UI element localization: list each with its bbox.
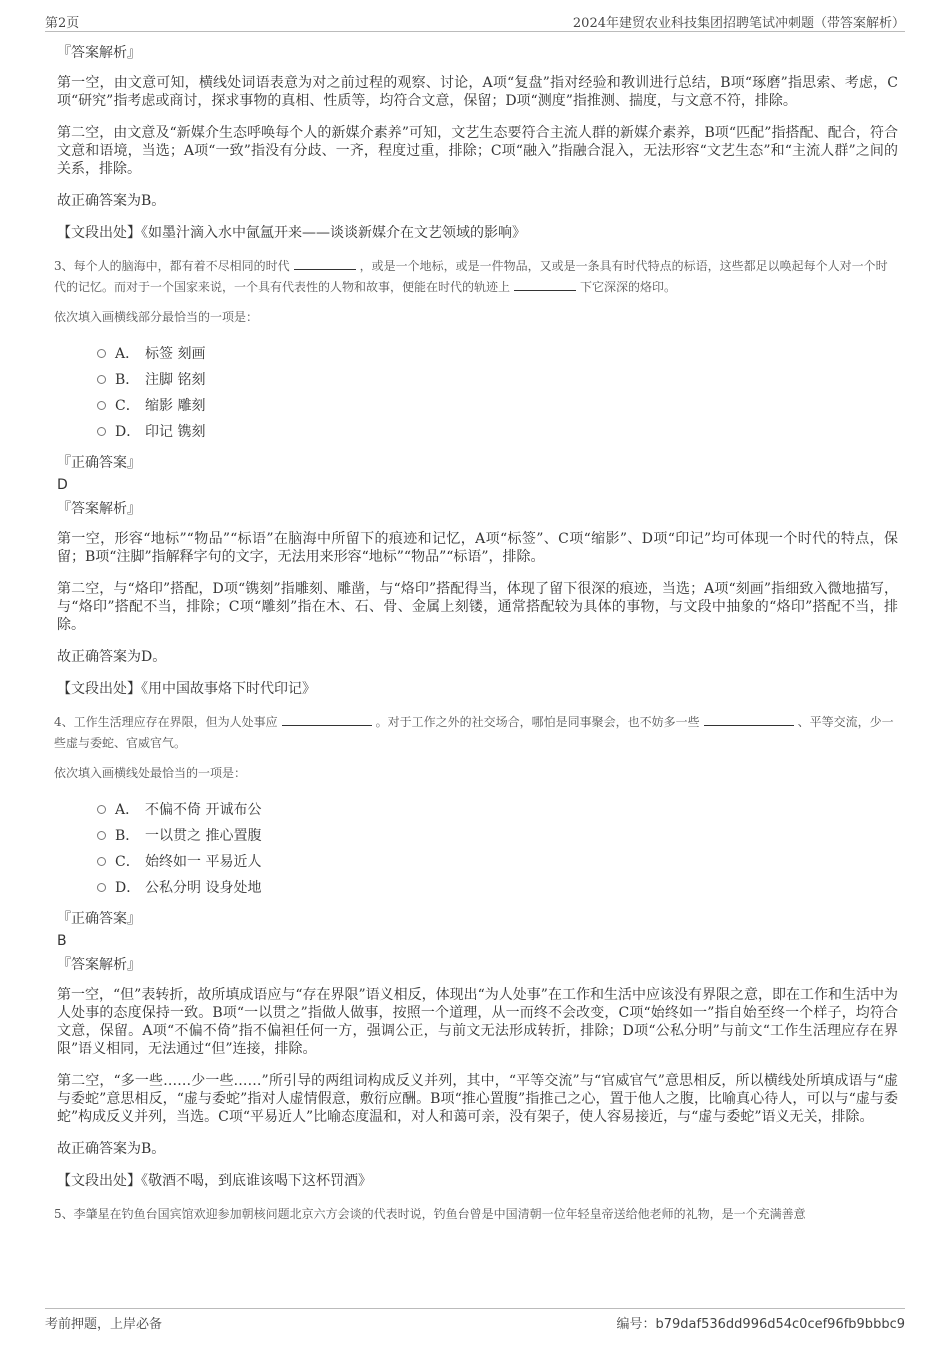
q3-option-a[interactable]: A． 标签 刻画 (97, 340, 898, 366)
page-content (54, 44, 898, 1235)
radio-icon[interactable] (97, 401, 106, 410)
footer-divider (45, 1308, 905, 1309)
q4-instruction: 依次填入画横线处最恰当的一项是： (54, 766, 247, 780)
radio-icon[interactable] (97, 805, 106, 814)
radio-icon[interactable] (97, 883, 106, 892)
q4-answer: B (57, 933, 67, 949)
radio-icon[interactable] (97, 427, 106, 436)
q3-conclusion: 故正确答案为D。 (57, 649, 167, 665)
q2-analysis-para-2: 第二空，由文意及“新媒介生态呼唤每个人的新媒介素养”可知，文艺生态要符合主流人群的新媒介素养，B项“匹配”指搭配、配合，符合文意和语境，当选；A项“一致”指没有分歧、一齐，程度过重，排除；C项“融入”指融合混入，无法形容“文艺生态”和“主流人群”之间的关系，排除。 (57, 125, 898, 177)
q3-option-b[interactable]: B． 注脚 铭刻 (97, 366, 898, 392)
document-title: 2024年建贸农业科技集团招聘笔试冲刺题（带答案解析） (572, 16, 905, 31)
q3-correct-label: 『正确答案』 (57, 455, 141, 471)
q4-option-b[interactable]: B． 一以贯之 推心置腹 (97, 822, 898, 848)
q2-source: 【文段出处】《如墨汁滴入水中氤氲开来——谈谈新媒介在文艺领域的影响》 (57, 225, 526, 241)
q3-analysis-para-1: 第一空，形容“地标”“物品”“标语”在脑海中所留下的痕迹和记忆，A项“标签”、C项“缩影”、D项“印记”均可体现一个时代的特点，保留；B项“注脚”指解释字句的文字，无法用来形容“地标”“物品”“标语”，排除。 (57, 531, 898, 565)
q3-source: 【文段出处】《用中国故事烙下时代印记》 (57, 681, 316, 697)
q3-option-c[interactable]: C． 缩影 雕刻 (97, 392, 898, 418)
q5-stem: 5、李肇星在钓鱼台国宾馆欢迎参加朝核问题北京六方会谈的代表时说，钓鱼台曾是中国清朝一位年轻皇帝送给他老师的礼物，是一个充满善意 (54, 1207, 806, 1221)
radio-icon[interactable] (97, 349, 106, 358)
q4-analysis-para-2: 第二空，“多一些……少一些……”所引导的两组词构成反义并列，其中，“平等交流”与“官威官气”意思相反，所以横线处所填成语与“虚与委蛇”意思相反，“虚与委蛇”指对人虚情假意，敷衍应酬。B项“推心置腹”指推己之心，置于他人之腹，比喻真心待人，可以与“虚与委蛇”构成反义并列，当选。C项“平易近人”比喻态度温和，对人和蔼可亲，没有架子，使人容易接近，与“虚与委蛇”语义无关，排除。 (57, 1073, 898, 1125)
q3-instruction: 依次填入画横线部分最恰当的一项是： (54, 310, 259, 324)
q4-options (97, 796, 898, 900)
q3-options (97, 340, 898, 444)
q4-blank-1 (282, 713, 372, 726)
page-number: 第2页 (45, 16, 80, 31)
radio-icon[interactable] (97, 831, 106, 840)
q2-analysis-para-1: 第一空，由文意可知，横线处词语表意为对之前过程的观察、讨论，A项“复盘”指对经验和教训进行总结，B项“琢磨”指思索、考虑，C项“研究”指考虑或商讨，探求事物的真相、性质等，均符合文意，保留；D项“测度”指推测、揣度，与文意不符，排除。 (57, 75, 898, 109)
footer-slogan: 考前押题，上岸必备 (45, 1317, 163, 1332)
q2-conclusion: 故正确答案为B。 (57, 193, 166, 209)
q3-blank-1 (294, 257, 356, 270)
q4-blank-2 (704, 713, 794, 726)
q4-stem: 4、工作生活理应存在界限，但为人处事应 。对于工作之外的社交场合，哪怕是同事聚会，也不妨多一些 、平等交流，少一些虚与委蛇、官威官气。 (54, 715, 894, 750)
q4-source: 【文段出处】《敬酒不喝，到底谁该喝下这杯罚酒》 (57, 1173, 372, 1189)
document-code: 编号：b79daf536dd996d54c0cef96fb9bbbc9 (616, 1317, 905, 1332)
q4-option-d[interactable]: D． 公私分明 设身处地 (97, 874, 898, 900)
q3-analysis-label: 『答案解析』 (57, 501, 141, 517)
q3-answer: D (57, 477, 68, 493)
q3-analysis-para-2: 第二空，与“烙印”搭配，D项“镌刻”指雕刻、雕凿，与“烙印”搭配得当，体现了留下很深的痕迹，当选；A项“刻画”指细致入微地描写，与“烙印”搭配不当，排除；C项“雕刻”指在木、石、骨、金属上刻镂，通常搭配较为具体的事物，与文段中抽象的“烙印”搭配不当，排除。 (57, 581, 898, 633)
q4-correct-label: 『正确答案』 (57, 911, 141, 927)
q4-analysis-para-1: 第一空，“但”表转折，故所填成语应与“存在界限”语义相反，体现出“为人处事”在工作和生活中应该没有界限之意，即在工作和生活中为人处事的态度保持一致。B项“一以贯之”指做人做事，按照一个道理，从一而终不会改变，C项“始终如一”指自始至终一个样子，均符合文意，保留。A项“不偏不倚”指不偏袒任何一方，强调公正，与前文无法形成转折，排除；D项“公私分明”与前文“工作生活理应存在界限”语义相同，无法通过“但”连接，排除。 (57, 987, 898, 1057)
q3-option-d[interactable]: D． 印记 镌刻 (97, 418, 898, 444)
q3-blank-2 (514, 278, 576, 291)
page-footer (45, 1313, 905, 1333)
q4-conclusion: 故正确答案为B。 (57, 1141, 166, 1157)
q4-option-a[interactable]: A． 不偏不倚 开诚布公 (97, 796, 898, 822)
q2-analysis-label: 『答案解析』 (57, 45, 141, 61)
q4-option-c[interactable]: C． 始终如一 平易近人 (97, 848, 898, 874)
page-header (45, 12, 905, 32)
q4-analysis-label: 『答案解析』 (57, 957, 141, 973)
q3-stem: 3、每个人的脑海中，都有着不尽相同的时代 ，或是一个地标，或是一件物品，又或是一条具有时代特点的标语，这些都足以唤起每个人对一个时代的记忆。而对于一个国家来说，一个具有代表性的人物和故事，便能在时代的轨迹上 下它深深的烙印。 (54, 259, 888, 294)
radio-icon[interactable] (97, 857, 106, 866)
header-divider (45, 31, 905, 32)
radio-icon[interactable] (97, 375, 106, 384)
